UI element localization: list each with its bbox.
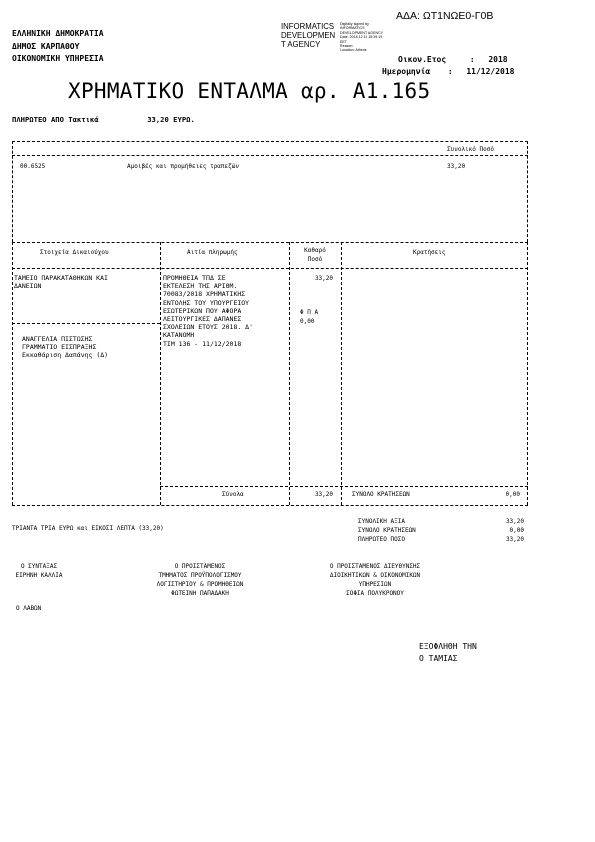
logo-line-2: DEVELOPMEN bbox=[281, 31, 336, 40]
summary-row-payable bbox=[358, 535, 524, 544]
date-label: Ημερομηνία bbox=[382, 67, 431, 76]
detail-bottom bbox=[12, 505, 528, 506]
summary-row-deductions bbox=[358, 526, 524, 535]
header-reason: Αιτία πληρωμής bbox=[187, 249, 238, 256]
row-code: 00.6525 bbox=[20, 163, 46, 170]
summary-total-value: 33,20 bbox=[505, 518, 524, 525]
logo-line-3: T AGENCY bbox=[281, 40, 321, 49]
fiscal-year-label: Οικον.Ετος bbox=[398, 55, 447, 64]
issuer-line-service: ΟΙΚΟΝΟΜΙΚΗ ΥΠΗΡΕΣΙΑ bbox=[12, 54, 104, 63]
sig-detail-7: Location: Athens bbox=[340, 48, 367, 53]
signature-dept-line-3: ΛΟΓΙΣΤΗΡΙΟΥ & ΠΡΟΜΗΘΕΙΩΝ bbox=[156, 581, 244, 588]
summary-row-total bbox=[358, 517, 524, 526]
summary-deductions-label: ΣΥΝΟΛΟ ΚΡΑΤΗΣΕΩΝ bbox=[358, 527, 416, 534]
reason-line: ΕΝΤΟΛΗΣ ΤΟΥ ΥΠΟΥΡΓΕΙΟΥ bbox=[163, 298, 250, 307]
detail-header-bottom bbox=[12, 268, 528, 269]
beneficiary-note bbox=[22, 335, 108, 360]
payable-line bbox=[12, 115, 195, 124]
issuer-block bbox=[12, 28, 104, 66]
top-table-right bbox=[527, 141, 528, 242]
net-amount: 33,20 bbox=[314, 275, 333, 282]
header-deductions: Κρατήσεις bbox=[413, 249, 446, 256]
totals-amount: 33,20 bbox=[314, 491, 333, 498]
beneficiary-separator bbox=[12, 323, 160, 324]
signature-dept-line-2: ΤΜΗΜΑΤΟΣ ΠΡΟΫΠΟΛΟΓΙΣΜΟΥ bbox=[158, 572, 242, 579]
signature-composer-role: Ο ΣΥΝΤΑΞΑΣ bbox=[20, 563, 58, 570]
summary-total-label: ΣΥΝΟΛΙΚΗ ΑΞΙΑ bbox=[358, 518, 405, 525]
signature-dept-head bbox=[130, 562, 270, 598]
sig-detail-4: Date: 2018.12.11 15:39:19 bbox=[340, 35, 383, 40]
signature-director bbox=[300, 562, 450, 598]
reason-line: ΕΚΤΕΛΕΣΗ ΤΗΣ ΑΡΙΘΜ. bbox=[163, 282, 238, 291]
detail-col-1 bbox=[160, 242, 161, 505]
header-net-amount bbox=[292, 247, 338, 264]
date-value: 11/12/2018 bbox=[466, 67, 515, 76]
reason-line: ΣΧΟΛΕΙΩΝ ΕΤΟΥΣ 2018. Δ' bbox=[163, 323, 254, 332]
vat-amount: 0,00 bbox=[300, 318, 315, 325]
signature-director-line-2: ΔΙΟΙΚΗΤΙΚΩΝ & ΟΙΚΟΝΟΜΙΚΩΝ bbox=[329, 572, 421, 579]
header-beneficiary: Στοιχεία Δικαιούχου bbox=[40, 249, 109, 256]
cashier-role: Ο ΤΑΜΙΑΣ bbox=[419, 654, 458, 663]
issuer-line-municipality: ΔΗΜΟΣ ΚΑΡΠΑΘΟΥ bbox=[12, 41, 80, 51]
payment-reason bbox=[163, 274, 253, 348]
row-description: Αμοιβές και προμήθειες τραπεζών bbox=[127, 163, 239, 170]
detail-col-2 bbox=[289, 242, 290, 505]
header-net-line-2: Ποσό bbox=[307, 255, 323, 263]
top-table-border-bottom bbox=[12, 242, 528, 243]
sig-detail-3: DEVELOPMENT AGENCY bbox=[340, 30, 384, 35]
detail-left bbox=[12, 242, 13, 505]
vat-label: Φ Π Α bbox=[300, 309, 319, 316]
deductions-total-amount: 0,00 bbox=[505, 491, 520, 498]
amount-in-words: ΤΡΙΑΝΤΑ ΤΡΙΑ ΕΥΡΩ και ΕΙΚΟΣΙ ΛΕΠΤΑ (33,20) bbox=[12, 525, 164, 532]
fiscal-year-sep: : bbox=[469, 55, 475, 64]
totals-label: Σύνολα bbox=[222, 491, 244, 498]
reason-line: ΠΡΟΜΗΘΕΙΑ ΤΠΔ ΣΕ bbox=[163, 274, 226, 282]
signature-director-name: ΣΟΦΙΑ ΠΟΛΥΚΡΟΝΟΥ bbox=[346, 590, 404, 597]
summary-block bbox=[358, 517, 524, 544]
row-amount: 33,20 bbox=[447, 163, 466, 170]
signature-director-line-3: ΥΠΗΡΕΣΙΩΝ bbox=[358, 581, 392, 588]
total-amount-header: Συνολικό Ποσό bbox=[447, 146, 494, 153]
page-title: ΧΡΗΜΑΤΙΚΟ ΕΝΤΑΛΜΑ αρ. Α1.165 bbox=[68, 79, 431, 103]
detail-right bbox=[527, 242, 528, 505]
sig-detail-5: EET bbox=[340, 39, 347, 44]
top-table-left bbox=[12, 141, 13, 242]
summary-payable-value: 33,20 bbox=[505, 536, 524, 543]
sig-detail-1: Digitally signed by bbox=[340, 22, 369, 26]
detail-col-3 bbox=[341, 242, 342, 505]
beneficiary-note-line-1: ΑΝΑΓΓΕΛΙΑ ΠΙΣΤΩΣΗΣ bbox=[22, 335, 93, 343]
beneficiary-name bbox=[14, 274, 108, 290]
receiver-label: Ο ΛΑΒΩΝ bbox=[16, 605, 42, 612]
document-date bbox=[382, 67, 514, 76]
deductions-total-label: ΣΥΝΟΛΟ ΚΡΑΤΗΣΕΩΝ bbox=[352, 491, 410, 498]
top-table-header-line bbox=[12, 155, 528, 156]
signature-details bbox=[340, 22, 383, 53]
payable-label: ΠΛΗΡΩΤΕΟ ΑΠΟ Τακτικά bbox=[12, 115, 99, 124]
header-net-line-1: Καθαρό bbox=[304, 247, 326, 254]
reason-line: 70083/2018 ΧΡΗΜΑΤΙΚΗΣ bbox=[163, 290, 246, 299]
sig-detail-6: Reason: bbox=[340, 44, 354, 49]
signature-dept-role: Ο ΠΡΟΙΣΤΑΜΕΝΟΣ bbox=[174, 563, 226, 570]
reason-line: ΛΕΙΤΟΥΡΓΙΚΕΣ ΔΑΠΑΝΕΣ bbox=[163, 315, 242, 324]
signature-composer bbox=[0, 562, 78, 580]
signature-composer-name: ΕΙΡΗΝΗ ΚΑΛΛΙΑ bbox=[15, 572, 63, 579]
summary-payable-label: ΠΛΗΡΩΤΕΟ ΠΟΣΟ bbox=[358, 536, 405, 543]
reason-line: ΕΣΩΤΕΡΙΚΩΝ ΠΟΥ ΑΦΟΡΑ bbox=[163, 306, 242, 315]
beneficiary-note-line-3: Εκκαθάριση Δαπάνης (Δ) bbox=[22, 351, 109, 360]
fiscal-year bbox=[398, 55, 508, 64]
reason-line: ΤΙΜ 136 - 11/12/2018 bbox=[163, 339, 242, 348]
fiscal-year-value: 2018 bbox=[488, 55, 508, 64]
top-table-border-top bbox=[12, 141, 528, 142]
cashier-block bbox=[419, 641, 477, 665]
beneficiary-name-line-1: ΤΑΜΕΙΟ ΠΑΡΑΚΑΤΑΘΗΚΩΝ ΚΑΙ bbox=[14, 274, 108, 282]
beneficiary-name-line-2: ΔΑΝΕΙΩΝ bbox=[14, 282, 42, 291]
cashier-paid-label: ΕΞΟΦΛΗΘΗ ΤΗΝ bbox=[419, 642, 477, 651]
sig-detail-2: INFORMATICS bbox=[340, 26, 365, 31]
issuer-line-state: ΕΛΛΗΝΙΚΗ ΔΗΜΟΚΡΑΤΙΑ bbox=[12, 29, 104, 38]
date-sep: : bbox=[447, 67, 453, 76]
beneficiary-note-line-2: ΓΡΑΜΜΑΤΙΟ ΕΙΣΠΡΑΞΗΣ bbox=[22, 343, 97, 352]
signature-logo bbox=[281, 22, 335, 49]
ada-code: ΑΔΑ: ΩΤ1ΝΩΕ0-Γ0Β bbox=[396, 10, 494, 22]
summary-deductions-value: 0,00 bbox=[509, 527, 524, 534]
payable-amount: 33,20 ΕΥΡΩ. bbox=[147, 115, 195, 124]
reason-line: ΚΑΤΑΝΟΜΗ bbox=[163, 331, 195, 340]
logo-line-1: INFORMATICS bbox=[281, 22, 335, 31]
detail-totals-line bbox=[160, 486, 528, 487]
signature-dept-name: ΦΩΤΕΙΝΗ ΠΑΠΑΔΑΚΗ bbox=[171, 590, 229, 597]
signature-director-role: Ο ΠΡΟΙΣΤΑΜΕΝΟΣ ΔΙΕΥΘΥΝΣΗΣ bbox=[329, 563, 421, 570]
